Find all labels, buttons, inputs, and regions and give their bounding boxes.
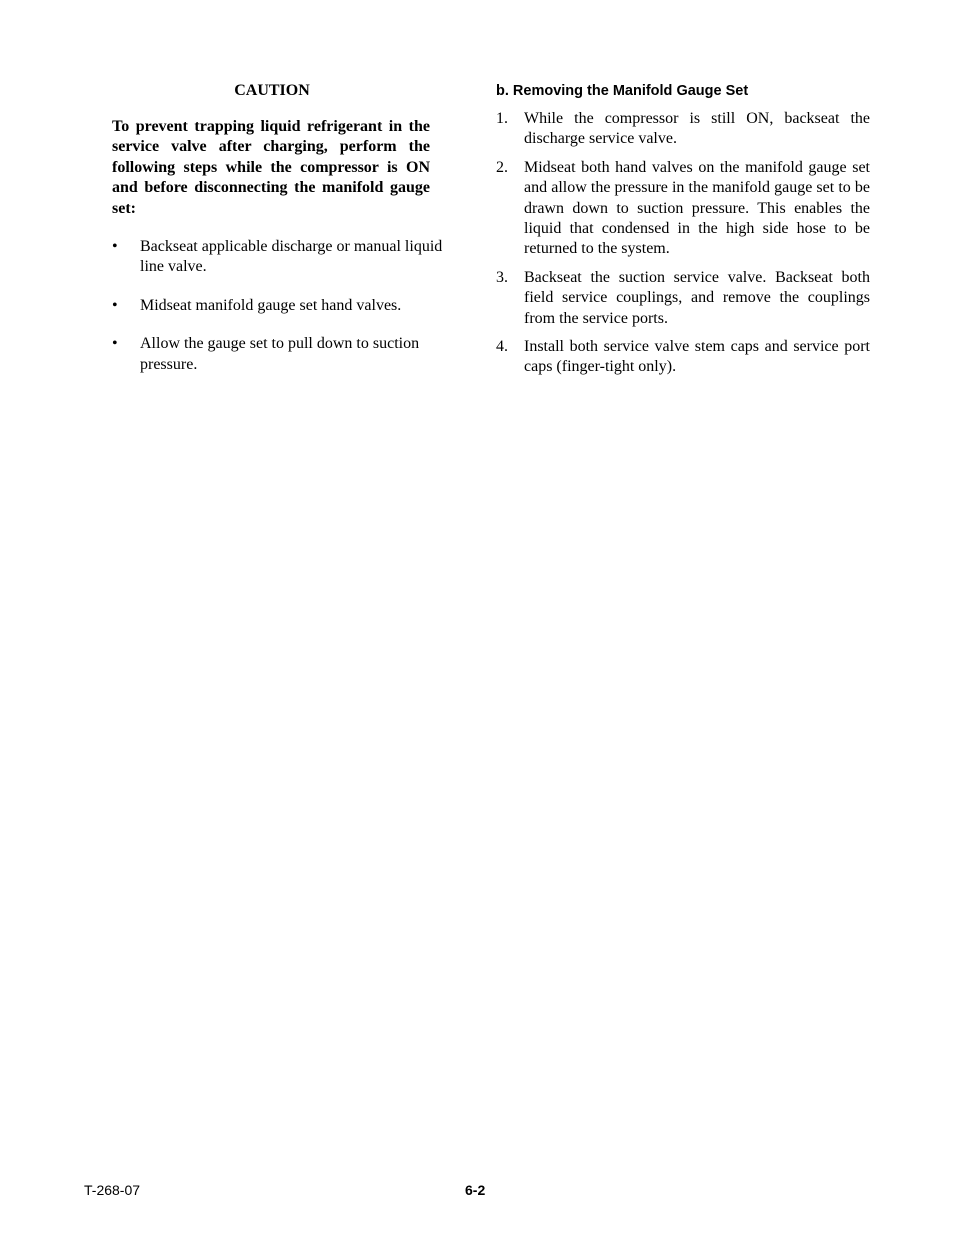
- step-number: 3.: [496, 268, 508, 286]
- list-item: [496, 337, 870, 378]
- list-item: [112, 237, 444, 278]
- step-text: Midseat both hand valves on the manifold gauge set and allow the pressure in the manifold gauge set to be drawn down to suction pressure. This enables the liquid that condensed in the high side hose to be returned to the system.: [524, 158, 870, 258]
- step-number: 1.: [496, 110, 508, 127]
- caution-bullet-list: [112, 237, 444, 375]
- bullet-icon: •: [112, 296, 118, 314]
- bullet-text: Backseat applicable discharge or manual liquid line valve.: [140, 238, 443, 276]
- list-item: [112, 334, 444, 375]
- list-item: [496, 268, 870, 329]
- page-number: 6-2: [465, 1182, 486, 1198]
- step-text: Install both service valve stem caps and service port caps (finger-tight only).: [524, 338, 870, 376]
- caution-block: [112, 80, 444, 393]
- step-text: While the compressor is still ON, backseat the discharge service valve.: [524, 110, 870, 148]
- procedure-step-list: [496, 109, 870, 378]
- bullet-text: Allow the gauge set to pull down to suction pressure.: [140, 335, 420, 373]
- document-number: T-268-07: [84, 1182, 141, 1198]
- list-item: [496, 109, 870, 150]
- section-heading: b. Removing the Manifold Gauge Set: [496, 83, 749, 99]
- caution-title: CAUTION: [234, 82, 310, 99]
- step-text: Backseat the suction service valve. Backseat both field service couplings, and remove the couplings from the service ports.: [524, 268, 870, 327]
- step-number: 2.: [496, 158, 508, 176]
- list-item: [496, 158, 870, 260]
- procedure-section: [496, 80, 870, 386]
- bullet-text: Midseat manifold gauge set hand valves.: [140, 296, 402, 314]
- step-number: 4.: [496, 338, 508, 356]
- caution-text: To prevent trapping liquid refrigerant in the service valve after charging, perform the following steps while the compressor is ON and before disconnecting the manifold gauge set:: [112, 118, 430, 217]
- bullet-icon: •: [112, 238, 118, 256]
- bullet-icon: •: [112, 335, 118, 353]
- list-item: [112, 296, 444, 316]
